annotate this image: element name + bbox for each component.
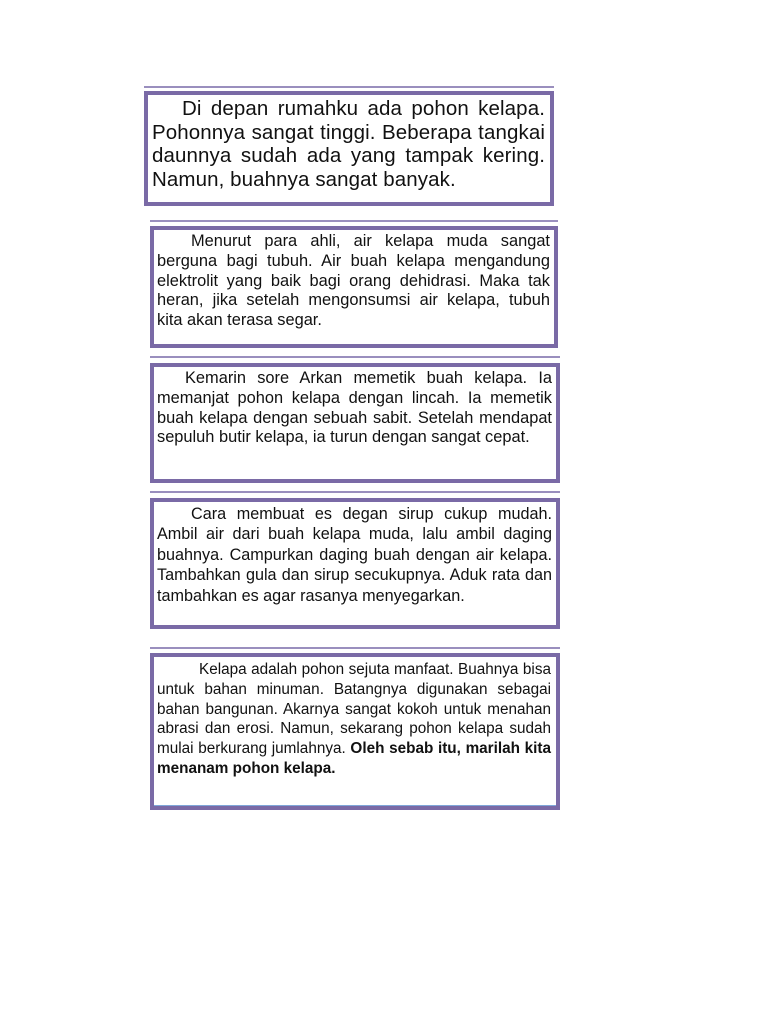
paragraph-1-text: Di depan rumahku ada pohon kelapa. Pohonnya sangat tinggi. Beberapa tangkai daunnya sudah ada yang tampak kering. Namun, buahnya sangat banyak.	[152, 97, 545, 191]
card-4-top-rule	[150, 491, 560, 493]
paragraph-3	[157, 369, 552, 448]
paragraph-5	[157, 660, 551, 779]
paragraph-card-5	[150, 653, 560, 810]
paragraph-3-text: Kemarin sore Arkan memetik buah kelapa. Ia memanjat pohon kelapa dengan lincah. Ia memetik buah kelapa dengan sebuah sabit. Setelah mendapat sepuluh butir kelapa, ia turun dengan sangat cepat.	[157, 369, 552, 447]
paragraph-card-3	[150, 363, 560, 483]
paragraph-card-2	[150, 226, 558, 348]
paragraph-4	[157, 504, 552, 606]
accent-underline	[304, 625, 494, 627]
paragraph-card-4	[150, 498, 560, 629]
card-1-top-rule	[144, 86, 554, 88]
card-5-top-rule	[150, 647, 560, 649]
paragraph-2-text: Menurut para ahli, air kelapa muda sangat berguna bagi tubuh. Air buah kelapa mengandung elektrolit yang baik bagi orang dehidrasi. Maka tak heran, jika setelah mengonsumsi air kelapa, tubuh kita akan terasa segar.	[157, 232, 550, 330]
paragraph-5-bold-text: Oleh sebab itu, marilah kita menanam pohon kelapa.	[157, 740, 552, 777]
paragraph-2	[157, 232, 550, 331]
paragraph-5-text: Kelapa adalah pohon sejuta manfaat. Buahnya bisa untuk bahan minuman. Batangnya digunakan sebagai bahan bangunan. Akarnya sangat kokoh untuk menahan abrasi dan erosi. Namun, sekarang pohon kelapa sudah mulai berkurang jumlahnya.	[157, 661, 551, 758]
paragraph-1	[152, 97, 545, 191]
accent-underline	[154, 805, 556, 807]
card-3-top-rule	[150, 356, 560, 358]
paragraph-4-text: Cara membuat es degan sirup cukup mudah. Ambil air dari buah kelapa muda, lalu ambil daging buahnya. Campurkan daging buah dengan air kelapa. Tambahkan gula dan sirup secukupnya. Aduk rata dan tambahkan es agar rasanya menyegarkan.	[157, 505, 552, 605]
card-2-top-rule	[150, 220, 558, 222]
paragraph-card-1	[144, 91, 554, 206]
